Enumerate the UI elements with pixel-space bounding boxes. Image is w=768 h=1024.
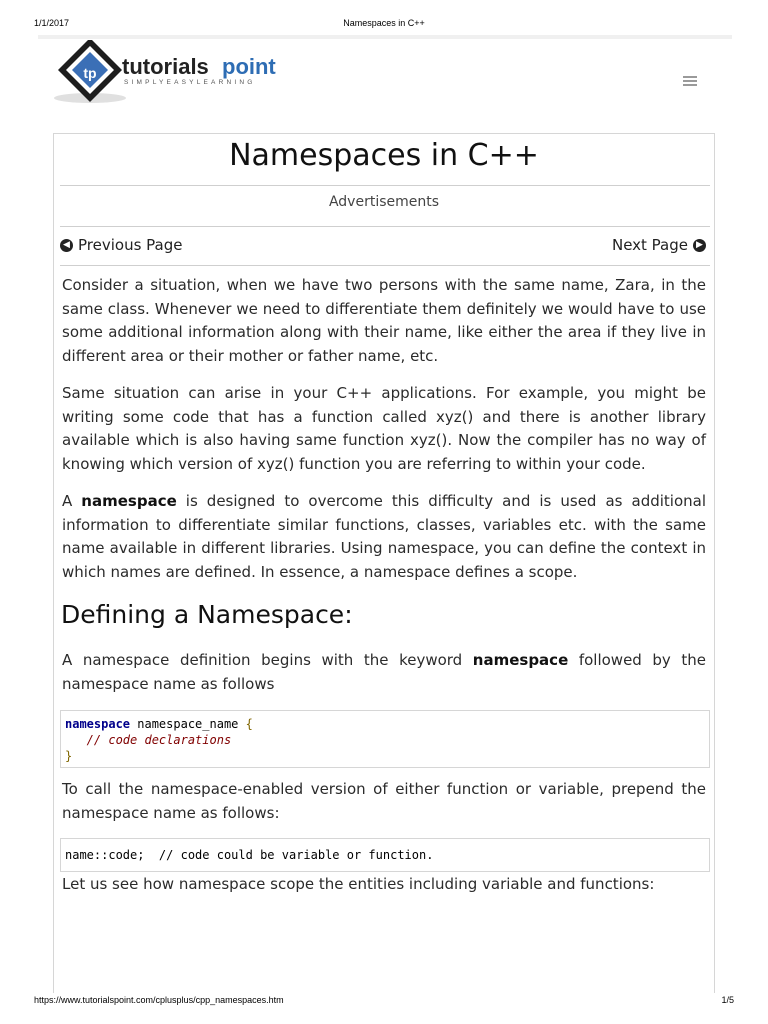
print-title: Namespaces in C++ bbox=[343, 18, 425, 28]
print-footer bbox=[0, 995, 768, 1009]
svg-text:point: point bbox=[222, 54, 276, 79]
svg-text:tp: tp bbox=[83, 65, 97, 81]
paragraph: Consider a situation, when we have two persons with the same name, Zara, in the same class. Whenever we need to differentiate them definitely we would have to use some additional information along with their name, like either the area if they live in different area or their mother or father name, etc. bbox=[62, 276, 706, 365]
divider bbox=[60, 265, 710, 266]
paragraph: Let us see how namespace scope the entities including variable and functions: bbox=[62, 875, 655, 893]
divider bbox=[60, 226, 710, 227]
next-page-link[interactable] bbox=[612, 236, 706, 254]
menu-icon[interactable] bbox=[683, 76, 697, 88]
section-heading: Defining a Namespace: bbox=[61, 600, 353, 629]
tutorialspoint-logo[interactable] bbox=[52, 40, 302, 106]
next-page-label: Next Page bbox=[611, 236, 688, 254]
page-title: Namespaces in C++ bbox=[229, 138, 539, 173]
print-page-number: 1/5 bbox=[721, 995, 734, 1005]
print-date: 1/1/2017 bbox=[34, 18, 70, 28]
svg-text:tutorials: tutorials bbox=[122, 54, 209, 79]
advertisements-label: Advertisements bbox=[328, 194, 440, 210]
top-bar bbox=[38, 35, 732, 39]
divider bbox=[60, 185, 710, 186]
paragraph: A namespace definition begins with the keyword namespace followed by the namespace name as follows bbox=[62, 651, 706, 693]
previous-page-label: Previous Page bbox=[78, 236, 183, 254]
print-header bbox=[0, 18, 768, 32]
code-block: namespace namespace_name { // code declarations } bbox=[60, 710, 710, 768]
circle-left-arrow-icon: ◀ bbox=[60, 239, 73, 252]
print-url: https://www.tutorialspoint.com/cplusplus/cpp_namespaces.htm bbox=[34, 995, 284, 1005]
paragraph: To call the namespace-enabled version of either function or variable, prepend the namespace name as follows: bbox=[62, 780, 706, 822]
paragraph: Same situation can arise in your C++ applications. For example, you might be writing some code that has a function called xyz() and there is another library available which is also having same function xyz(). Now the compiler has no way of knowing which version of xyz() function you are referring to within your code. bbox=[62, 384, 706, 473]
code-block: name::code; // code could be variable or function. bbox=[60, 838, 710, 872]
svg-text:SIMPLYEASYLEARNING: SIMPLYEASYLEARNING bbox=[124, 79, 256, 86]
circle-right-arrow-icon: ▶ bbox=[693, 239, 706, 252]
previous-page-link[interactable] bbox=[60, 236, 182, 254]
paragraph: A namespace is designed to overcome this difficulty and is used as additional information to differentiate similar functions, classes, variables etc. with the same name available in different libraries. Using namespace, you can define the context in which names are defined. In essence, a namespace defines a scope. bbox=[62, 492, 707, 581]
